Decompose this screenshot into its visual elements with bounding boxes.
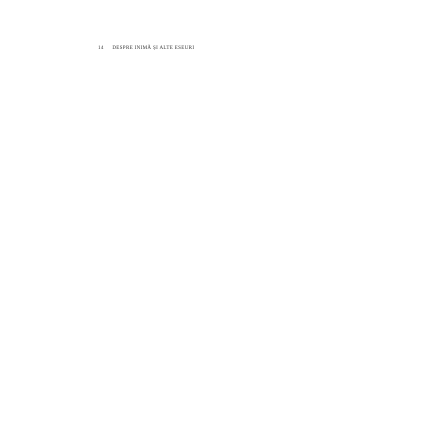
page-number: 14 (98, 46, 104, 51)
text-column (98, 44, 324, 66)
running-title: DESPRE INIMĂ ȘI ALTE ESEURI (112, 46, 195, 51)
running-header (98, 44, 324, 54)
